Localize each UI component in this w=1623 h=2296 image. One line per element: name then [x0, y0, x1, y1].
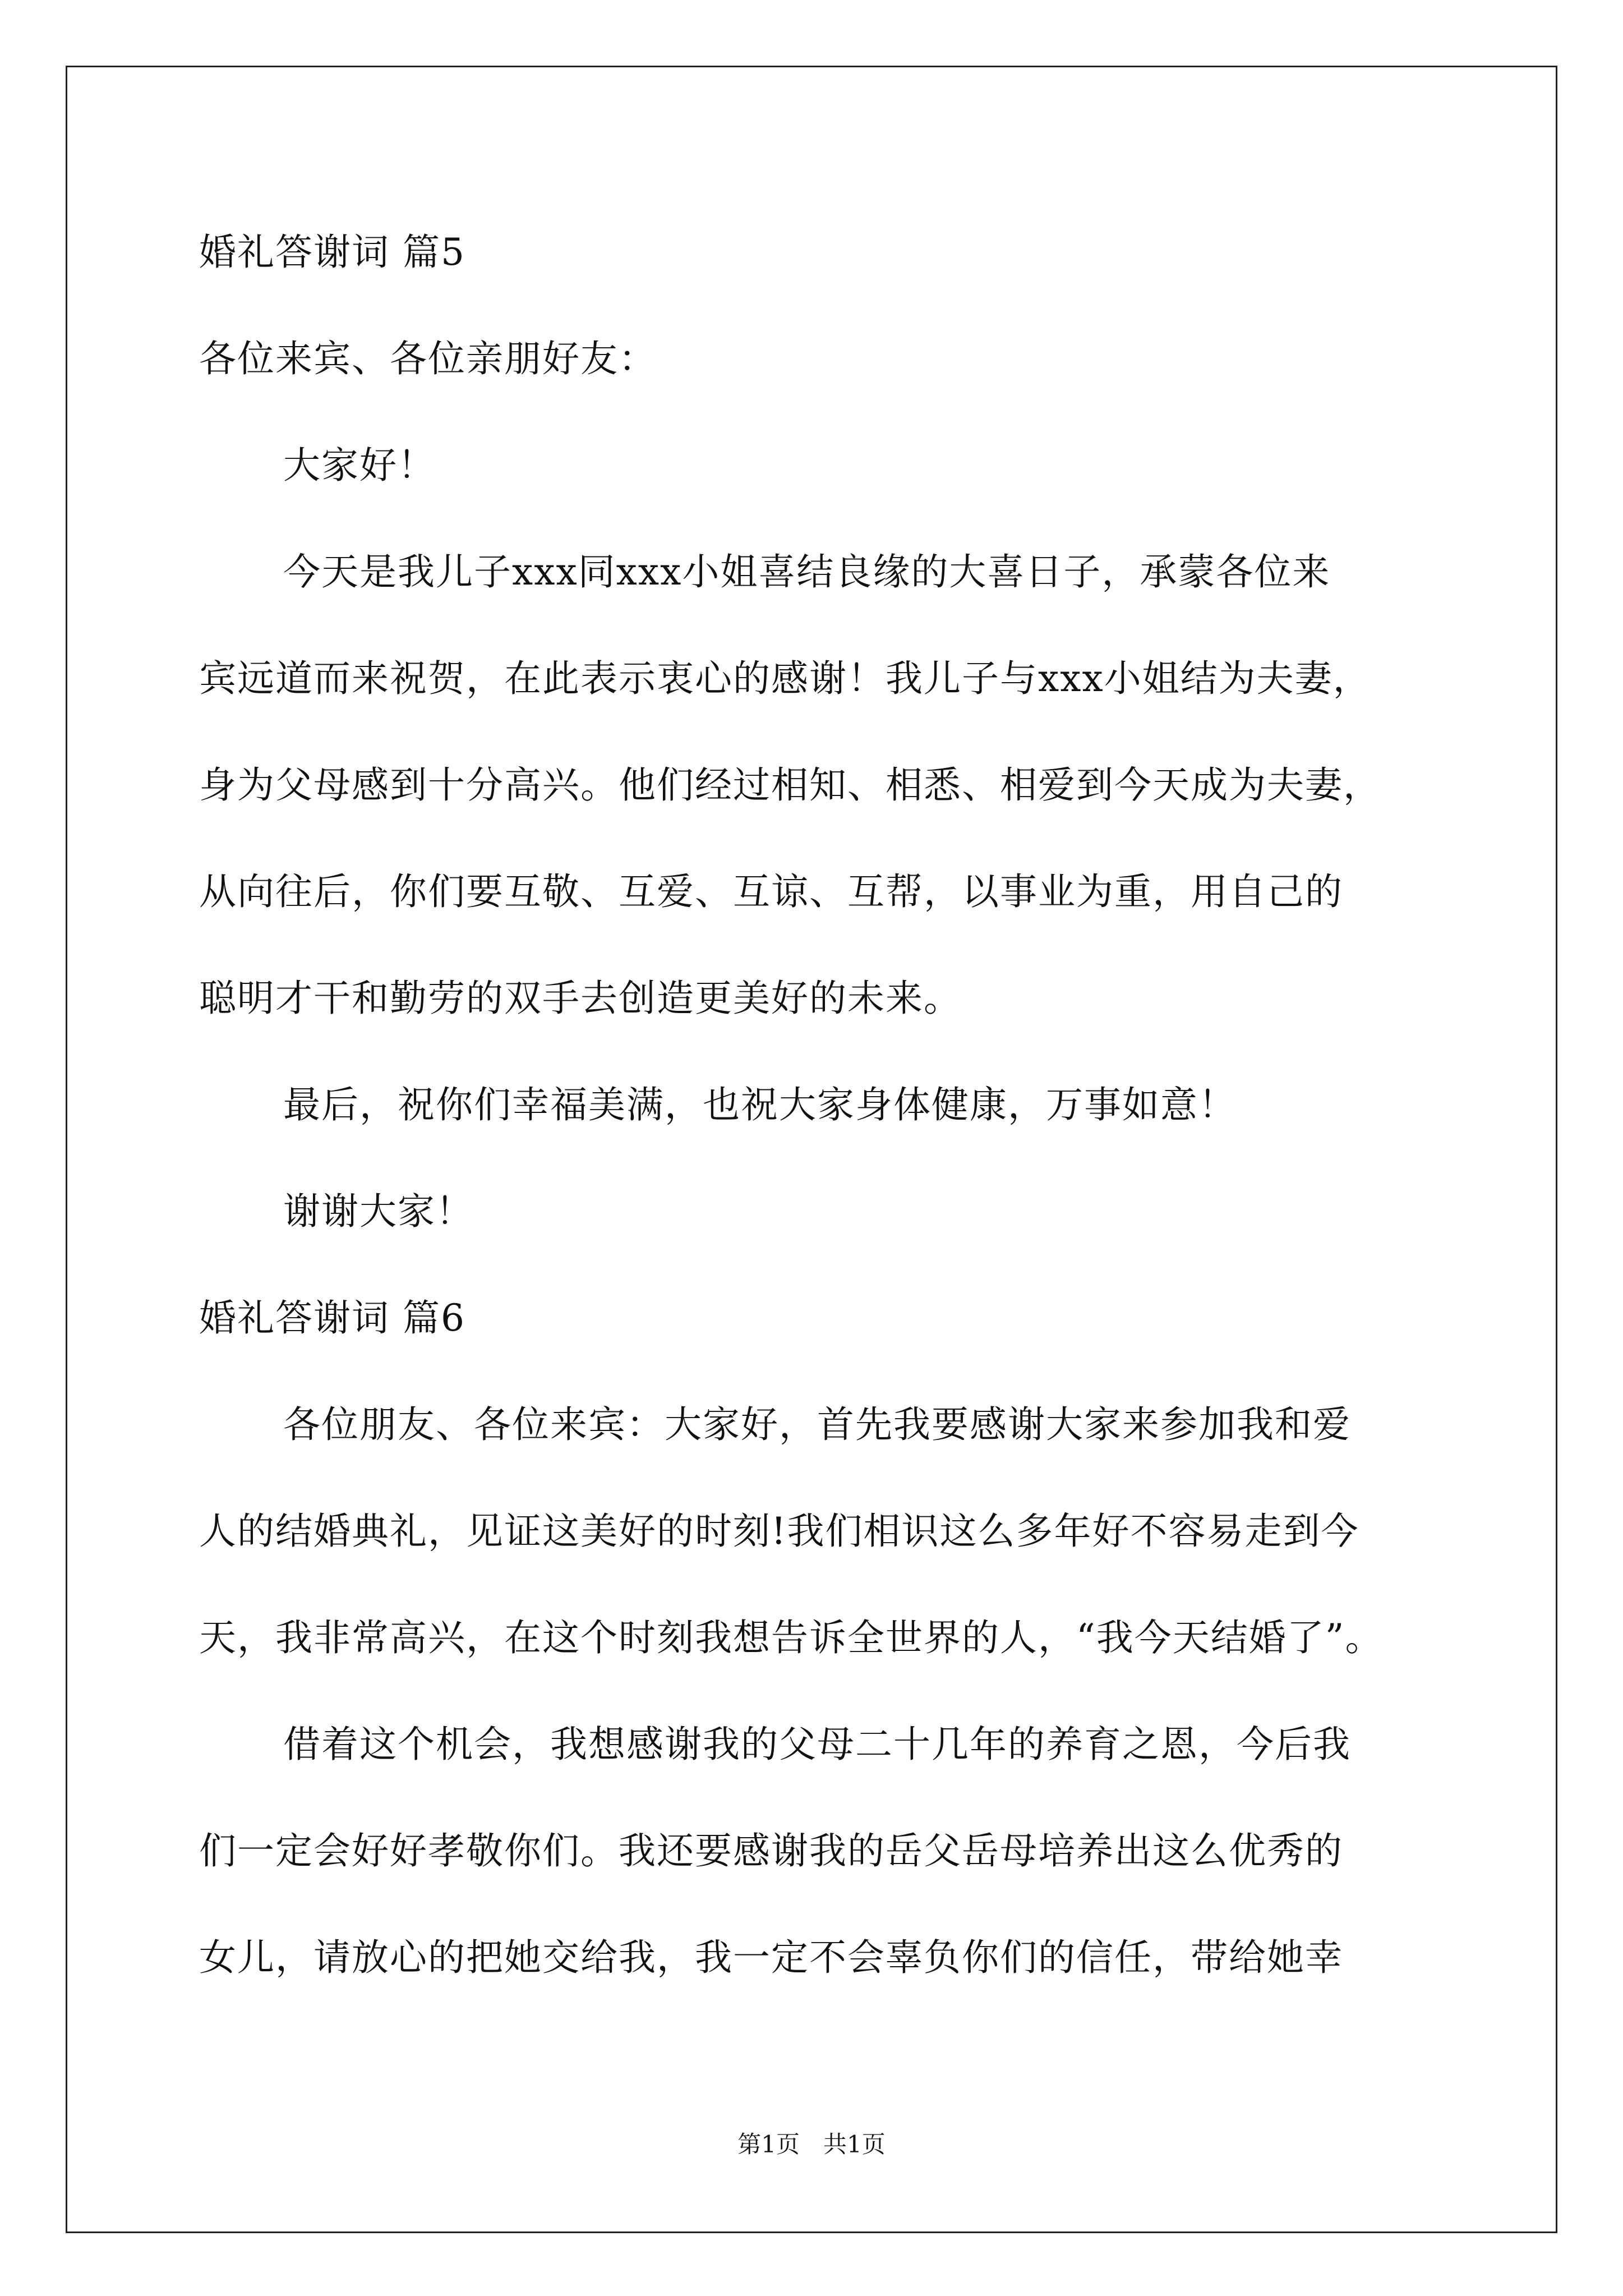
paragraph-line: 最后，祝你们幸福美满，也祝大家身体健康，万事如意！ [283, 1083, 1237, 1126]
paragraph-line: 宾远道而来祝贺，在此表示衷心的感谢！我儿子与xxx小姐结为夫妻， [199, 657, 1371, 700]
paragraph-line: 天，我非常高兴，在这个时刻我想告诉全世界的人，“我今天结婚了”。 [199, 1616, 1384, 1659]
paragraph-line: 身为父母感到十分高兴。他们经过相知、相悉、相爱到今天成为夫妻， [199, 763, 1381, 807]
paragraph-line: 女儿，请放心的把她交给我，我一定不会辜负你们的信任，带给她幸 [199, 1936, 1343, 1979]
paragraph-line: 们一定会好好孝敬你们。我还要感谢我的岳父岳母培养出这么优秀的 [199, 1829, 1343, 1872]
paragraph-line: 聪明才干和勤劳的双手去创造更美好的未来。 [199, 977, 962, 1020]
paragraph-line: 人的结婚典礼，见证这美好的时刻!我们相识这么多年好不容易走到今 [199, 1510, 1359, 1553]
section-title-5: 婚礼答谢词 篇5 [199, 231, 465, 274]
paragraph-line: 借着这个机会，我想感谢我的父母二十几年的养育之恩，今后我 [283, 1723, 1351, 1766]
paragraph-line: 各位朋友、各位来宾：大家好，首先我要感谢大家来参加我和爱 [283, 1403, 1351, 1446]
section-title-6: 婚礼答谢词 篇6 [199, 1296, 465, 1340]
paragraph-line: 从向往后，你们要互敬、互爱、互谅、互帮，以事业为重，用自己的 [199, 870, 1343, 913]
page-border [66, 66, 1557, 2233]
page-footer: 第1页 共1页 [737, 2131, 886, 2158]
greeting: 大家好！ [283, 444, 436, 487]
salutation: 各位来宾、各位亲朋好友： [199, 337, 657, 380]
paragraph-line: 今天是我儿子xxx同xxx小姐喜结良缘的大喜日子，承蒙各位来 [283, 550, 1331, 593]
closing-thanks: 谢谢大家！ [283, 1190, 474, 1233]
